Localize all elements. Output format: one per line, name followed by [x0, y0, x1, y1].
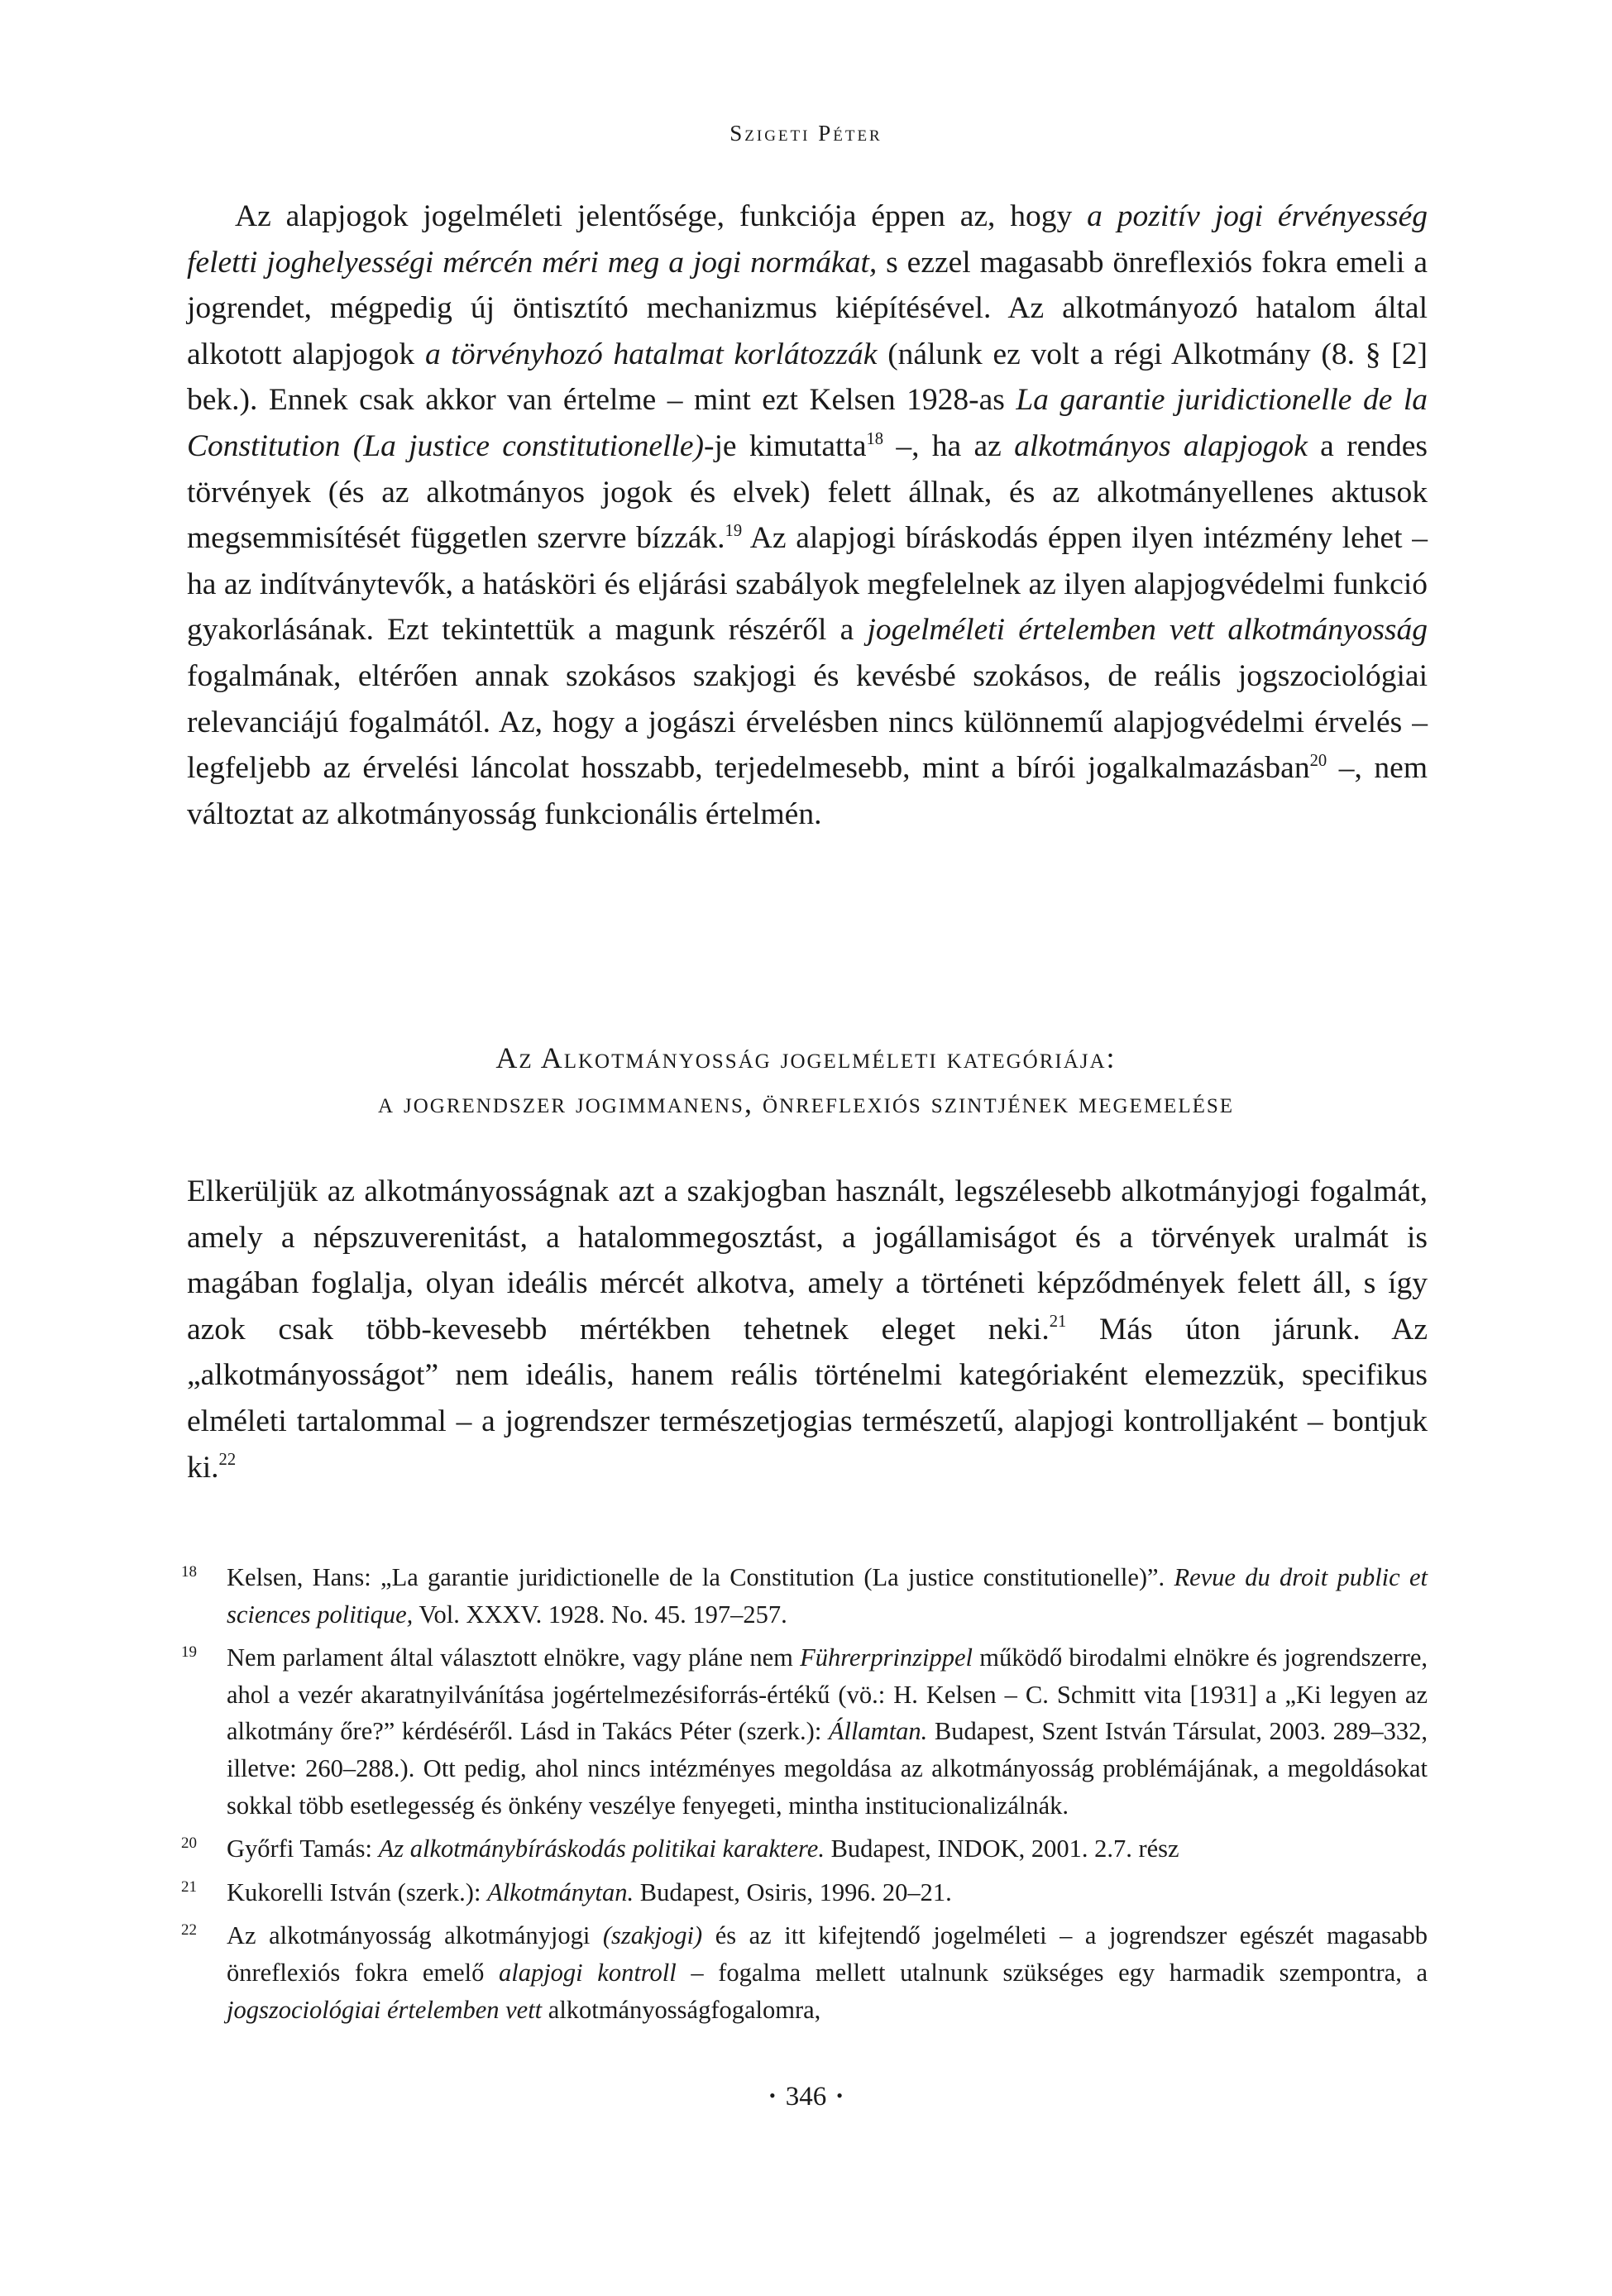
section-title: [0, 1036, 1612, 1125]
footnote-19: [181, 1639, 1428, 1824]
footnote-ref: 20: [1309, 751, 1327, 770]
text-run: Vol. XXXV. 1928. No. 45. 197–257.: [413, 1600, 787, 1629]
italic-text: Államtan.: [828, 1717, 928, 1746]
text-run: Más úton járunk. Az „alkotmányosságot” nem ideális, hanem reális történelmi kategóriaként elemezzük, specifikus elméleti tartalommal – a jogrendszer természetjogias természetű, alapjogi kontrolljaként – bontjuk ki.: [187, 1312, 1428, 1485]
footnote-text: [227, 1639, 1428, 1824]
italic-text: Revue du droit public et sciences politique,: [227, 1563, 1428, 1629]
text-run: –, ha az: [883, 428, 1015, 463]
body-paragraph-2: [187, 1169, 1428, 1490]
footnote-number: 21: [181, 1877, 197, 1896]
italic-text: jogszociológiai értelemben vett: [227, 1995, 543, 2024]
text-run: (nálunk ez volt a régi Alkotmány (8. § [2] bek.). Ennek csak akkor van értelme – mint ezt Kelsen 1928-as: [187, 337, 1428, 418]
footnote-number: 20: [181, 1834, 197, 1853]
italic-text: Führerprinzippel: [800, 1643, 973, 1672]
text-run: Budapest, INDOK, 2001. 2.7. rész: [824, 1834, 1179, 1863]
footnote-number: 18: [181, 1563, 197, 1581]
text-run: alkotmányosságfogalomra,: [542, 1995, 821, 2024]
bullet-right: •: [836, 2085, 843, 2106]
footnote-ref: 22: [218, 1451, 237, 1470]
text-run: Győrfi Tamás:: [227, 1834, 379, 1863]
text-run: fogalmának, eltérően annak szokásos szakjogi és kevésbé szokásos, de reális jogszociológiai relevanciájú fogalmától. Az, hogy a jogászi érvelésben nincs különnemű alapjogvédelmi érvelés – legfeljebb az érvelési láncolat hosszabb, terjedelmesebb, mint a bírói jogalkalmazásban: [187, 658, 1428, 786]
text-run: Az alapjogok jogelméleti jelentősége, funkciója éppen az, hogy: [235, 199, 1088, 233]
text-run: –, nem változtat az alkotmányosság funkcionális értelmén.: [187, 751, 1428, 831]
italic-text: a törvényhozó hatalmat korlátozzák: [424, 337, 878, 371]
text-run: működő birodalmi elnökre és jogrendszerre, ahol a vezér akaratnyilvánítása jogértelmezésiforrás-értékű (vö.: H. Kelsen – C. Schmitt vita [1931] a „Ki legyen az alkotmány őre?” kérdéséről. Lásd in Takács Péter (szerk.):: [227, 1643, 1428, 1746]
text-run: Nem parlament által választott elnökre, vagy pláne nem: [227, 1643, 801, 1672]
text-run: Az alapjogi bíráskodás éppen ilyen intézmény lehet – ha az indítványtevők, a hatásköri és eljárási szabályok megfelelnek az ilyen alapjogvédelmi funkció gyakorlásának. Ezt tekintettük a magunk részéről a: [187, 521, 1428, 648]
text-run: Kukorelli István (szerk.):: [227, 1877, 488, 1906]
footnote-text: [227, 1830, 1428, 1868]
footnote-18: [181, 1559, 1428, 1633]
body-paragraph-1: [187, 194, 1428, 837]
italic-text: Alkotmánytan.: [487, 1877, 634, 1906]
running-header: Szigeti Péter: [729, 121, 883, 146]
section-title-line-1: Az Alkotmányosság jogelméleti kategóriája:: [495, 1041, 1117, 1074]
italic-text: jogelméleti értelemben vett alkotmányosság: [867, 613, 1428, 648]
italic-text: alapjogi kontroll: [498, 1958, 677, 1987]
text-run: a rendes törvények (és az alkotmányos jogok és elvek) felett állnak, és az alkotmányellenes aktusok megsemmisítését független szervre bízzák.: [187, 428, 1428, 556]
footnote-22: [181, 1917, 1428, 2028]
text-run: – fogalma mellett utalnunk szükséges egy harmadik szempontra, a: [676, 1958, 1428, 1987]
footnote-ref: 19: [725, 521, 743, 540]
text-run: Budapest, Osiris, 1996. 20–21.: [634, 1877, 952, 1906]
footnote-number: 19: [181, 1643, 197, 1662]
footnote-ref: 18: [866, 429, 884, 448]
footnote-text: [227, 1559, 1428, 1633]
footnote-text: [227, 1917, 1428, 2028]
section-title-line-2: a jogrendszer jogimmanens, önreflexiós szintjének megemelése: [377, 1086, 1235, 1119]
text-run: s ezzel magasabb önreflexiós fokra emeli a jogrendet, mégpedig új öntisztító mechanizmus kiépítésével. Az alkotmányozó hatalom által alkotott alapjogok: [187, 245, 1428, 371]
page-number-value: 346: [785, 2082, 827, 2112]
text-run: Elkerüljük az alkotmányosságnak azt a szakjogban használt, legszélesebb alkotmányjogi fogalmát, amely a népszuverenitást, a hatalommegosztást, a jogállamiságot és a törvények uralmát is magában foglalja, olyan ideális mércét alkotva, amely a történeti képződmények felett áll, s így azok csak több-kevesebb mértékben tehetnek eleget neki.: [187, 1174, 1428, 1347]
footnote-text: [227, 1874, 1428, 1911]
text-run: Kelsen, Hans: „La garantie juridictionelle de la Constitution (La justice constitutionelle)”.: [227, 1563, 1174, 1591]
text-run: -je kimutatta: [704, 428, 867, 463]
footnote-ref: 21: [1049, 1313, 1067, 1332]
footnotes: [181, 1559, 1428, 2035]
page-number: [0, 2082, 1612, 2112]
italic-text: a pozitív jogi érvényesség feletti joghelyességi mércén méri meg a jogi normákat,: [187, 199, 1428, 280]
bullet-left: •: [769, 2085, 776, 2106]
text-run: Az alkotmányosság alkotmányjogi: [227, 1921, 603, 1950]
italic-text: La garantie juridictionelle de la Constitution (La justice constitutionelle): [187, 383, 1428, 463]
footnote-20: [181, 1830, 1428, 1868]
italic-text: (szakjogi): [602, 1921, 703, 1950]
text-run: Budapest, Szent István Társulat, 2003. 289–332, illetve: 260–288.). Ott pedig, ahol nincs intézményes megoldása az alkotmányosság problémájának, a megoldásokat sokkal több esetlegesség és önkény veszélye fenyegeti, mintha institucionalizálnák.: [227, 1717, 1428, 1820]
italic-text: Az alkotmánybíráskodás politikai karaktere.: [378, 1834, 825, 1863]
text-run: és az itt kifejtendő jogelméleti – a jogrendszer egészét magasabb önreflexiós fokra emelő: [227, 1921, 1428, 1987]
italic-text: alkotmányos alapjogok: [1014, 428, 1308, 463]
footnote-21: [181, 1874, 1428, 1911]
footnote-number: 22: [181, 1921, 197, 1940]
